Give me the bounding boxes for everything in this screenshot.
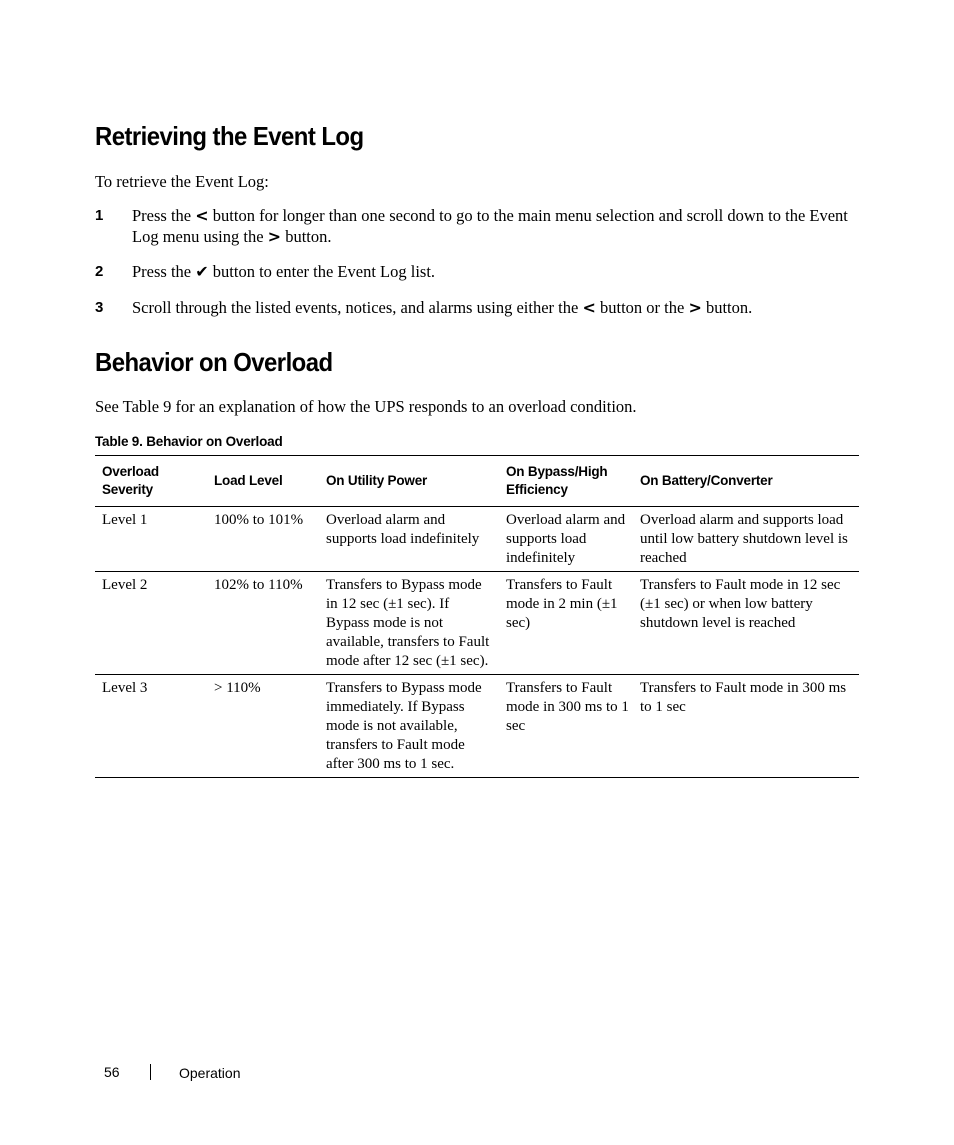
table-cell: Overload alarm and supports load until low battery shutdown level is reached — [633, 507, 859, 572]
checkmark-icon: ✔ — [195, 262, 209, 281]
table-cell: Transfers to Fault mode in 300 ms to 1 sec — [499, 675, 633, 778]
event-log-intro: To retrieve the Event Log: — [95, 172, 269, 191]
table-cell: Level 2 — [95, 572, 207, 675]
step-body: Press the ✔ button to enter the Event Log list. — [132, 262, 436, 281]
section-title-event-log: Retrieving the Event Log — [95, 121, 364, 151]
table-cell: Transfers to Fault mode in 12 sec (±1 sec) or when low battery shutdown level is reached — [633, 572, 859, 675]
table-cell: Transfers to Bypass mode immediately. If Bypass mode is not available, transfers to Fault mode after 300 ms to 1 sec. — [319, 675, 499, 778]
header-bypass: On Bypass/High Efficiency — [506, 464, 608, 497]
header-utility-power: On Utility Power — [326, 473, 428, 488]
step-2 — [95, 261, 860, 282]
section-title-overload: Behavior on Overload — [95, 347, 333, 377]
table-cell: 100% to 101% — [207, 507, 319, 572]
step-number: 3 — [95, 299, 104, 316]
table-cell: Transfers to Fault mode in 300 ms to 1 sec — [633, 675, 859, 778]
table-cell: Overload alarm and supports load indefinitely — [499, 507, 633, 572]
table-cell: 102% to 110% — [207, 572, 319, 675]
header-overload-severity: Overload Severity — [102, 464, 159, 497]
table-row — [95, 507, 859, 572]
step-number: 1 — [95, 207, 104, 224]
step-number: 2 — [95, 263, 104, 280]
table-cell: > 110% — [207, 675, 319, 778]
header-load-level: Load Level — [214, 473, 283, 488]
table-cell: Level 3 — [95, 675, 207, 778]
footer-divider — [150, 1064, 151, 1080]
right-arrow-icon: > — [267, 227, 282, 246]
left-arrow-icon: < — [582, 298, 596, 317]
footer-section-name: Operation — [179, 1065, 241, 1081]
right-arrow-icon: > — [688, 298, 702, 317]
step-1 — [95, 205, 860, 247]
overload-intro: See Table 9 for an explanation of how the UPS responds to an overload condition. — [95, 397, 637, 416]
table-cell: Overload alarm and supports load indefinitely — [319, 507, 499, 572]
step-body: Scroll through the listed events, notices, and alarms using either the < button or the > button. — [132, 298, 753, 317]
header-battery: On Battery/Converter — [640, 473, 773, 488]
behavior-table — [95, 455, 859, 778]
table-cell: Transfers to Fault mode in 2 min (±1 sec) — [499, 572, 633, 675]
table-header-row — [95, 456, 859, 507]
table-row — [95, 675, 859, 778]
table-cell: Transfers to Bypass mode in 12 sec (±1 sec). If Bypass mode is not available, transfers to Fault mode after 12 sec (±1 sec). — [319, 572, 499, 675]
table-row — [95, 572, 859, 675]
table-caption: Table 9. Behavior on Overload — [95, 434, 283, 449]
step-3 — [95, 297, 860, 318]
left-arrow-icon: < — [195, 206, 209, 225]
step-body: Press the < button for longer than one second to go to the main menu selection and scroll down to the Event Log menu using the > button. — [132, 206, 848, 246]
page-number: 56 — [104, 1064, 120, 1080]
table-cell: Level 1 — [95, 507, 207, 572]
